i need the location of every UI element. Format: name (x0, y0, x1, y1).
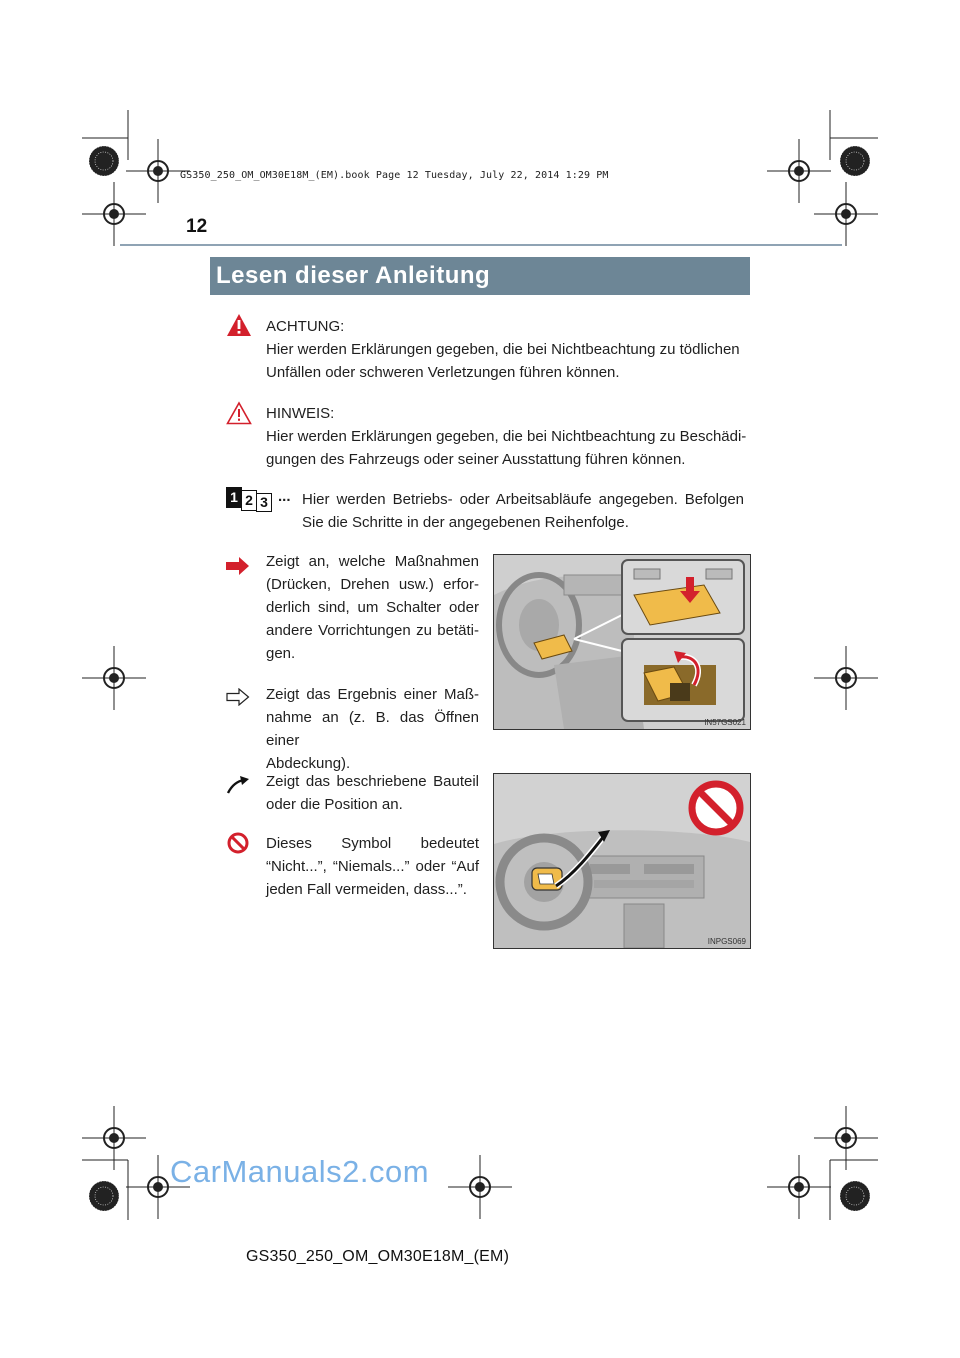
text-line: jeden Fall vermeiden, dass...”. (266, 881, 467, 898)
warning-text-line: Unfällen oder schweren Verletzungen führen können. (266, 364, 620, 381)
notice-text-line: Hier werden Erklärungen gegeben, die bei Nichtbeachtung zu Beschädi- (266, 428, 747, 445)
pointer-arrow-icon (226, 775, 250, 795)
prohibited-description (266, 832, 479, 901)
notice-heading: HINWEIS: (266, 405, 335, 422)
text-line: Zeigt das Ergebnis einer Maß- (266, 686, 479, 703)
warning-triangle-outline-icon (226, 401, 252, 425)
step-digit: 2 (241, 490, 257, 511)
dashboard-drawing (494, 774, 750, 948)
notice-text-line: gungen des Fahrzeugs oder seiner Ausstattung führen können. (266, 451, 686, 468)
section-title: Lesen dieser Anleitung (216, 262, 491, 289)
watermark-brand: CarManuals2.com (170, 1154, 430, 1189)
image-code: INPGS069 (707, 937, 746, 946)
action-arrow-icon (226, 557, 250, 575)
prohibited-icon (227, 832, 249, 854)
text-line: Dieses Symbol bedeutet (266, 835, 479, 852)
page-number: 12 (186, 216, 208, 237)
dashboard-illustration (493, 773, 751, 949)
header-rule (120, 244, 842, 246)
text-line: “Nicht...”, “Niemals...” oder “Auf (266, 858, 479, 875)
result-arrow-description (266, 683, 479, 775)
image-code: IN57GS021 (704, 718, 746, 727)
warning-heading: ACHTUNG: (266, 318, 345, 335)
step-digit: 3 (256, 493, 272, 512)
console-drawing (494, 555, 750, 729)
section-title-bar (210, 257, 750, 295)
step-number-icon (226, 487, 276, 511)
step-digit: 1 (226, 487, 242, 508)
warning-text-line: Hier werden Erklärungen gegeben, die bei Nichtbeachtung zu tödlichen (266, 341, 740, 358)
text-line: nahme an (z. B. das Öffnen einer (266, 709, 479, 749)
print-header: GS350_250_OM_OM30E18M_(EM).book Page 12 Tuesday, July 22, 2014 1:29 PM (180, 170, 609, 181)
action-arrow-description (266, 550, 479, 665)
text-line: Zeigt das beschriebene Bauteil (266, 773, 479, 790)
text-line: derlich sind, um Schalter oder (266, 599, 479, 616)
text-line: gen. (266, 645, 296, 662)
text-line: oder die Position an. (266, 796, 403, 813)
footer-document-code: GS350_250_OM_OM30E18M_(EM) (246, 1248, 510, 1265)
text-line: andere Vorrichtungen zu betäti- (266, 622, 479, 639)
steps-text-line: Sie die Schritte in der angegebenen Reihenfolge. (302, 514, 629, 531)
pointer-arrow-description (266, 770, 479, 816)
steps-ellipsis: ... (278, 488, 291, 505)
result-arrow-icon (226, 688, 250, 706)
text-line: Zeigt an, welche Maßnahmen (266, 553, 479, 570)
console-illustration (493, 554, 751, 730)
text-line: (Drücken, Drehen usw.) erfor- (266, 576, 479, 593)
steps-text-line: Hier werden Betriebs- oder Arbeitsabläufe angegeben. Befolgen (302, 491, 744, 508)
warning-triangle-filled-icon (226, 313, 252, 337)
text-line: Abdeckung). (266, 755, 351, 772)
